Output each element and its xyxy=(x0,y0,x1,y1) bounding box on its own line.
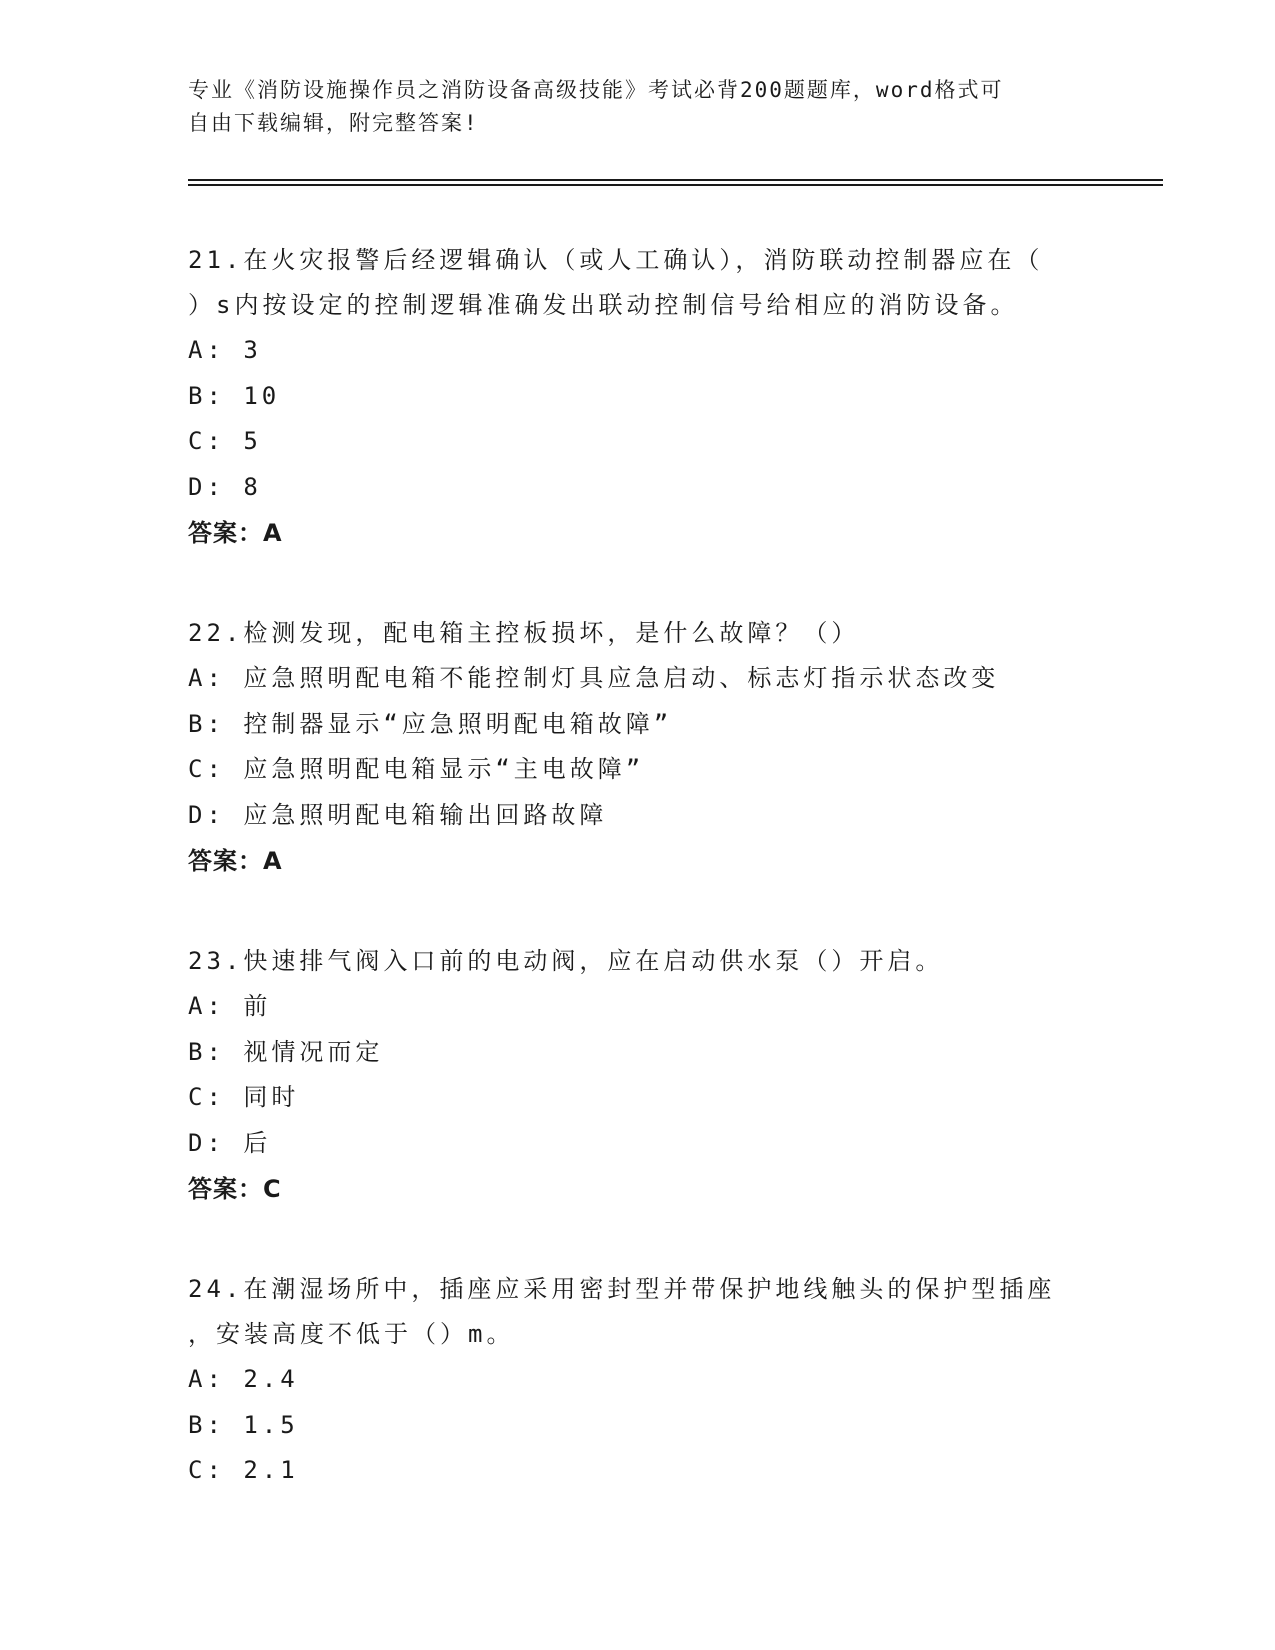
question-23 xyxy=(188,939,1088,1212)
header-line-2: 自由下载编辑，附完整答案! xyxy=(188,111,479,135)
option-a: A: 应急照明配电箱不能控制灯具应急启动、标志灯指示状态改变 xyxy=(188,664,1000,692)
answer-label: 答案：C xyxy=(188,1175,282,1203)
document-header xyxy=(188,74,1088,140)
option-a: A: 2.4 xyxy=(188,1365,299,1393)
header-line-1: 专业《消防设施操作员之消防设备高级技能》考试必背200题题库，word格式可 xyxy=(188,78,1004,102)
option-b: B: 10 xyxy=(188,381,281,410)
answer-label: 答案：A xyxy=(188,519,283,547)
question-24 xyxy=(188,1267,1088,1494)
question-22 xyxy=(188,611,1088,884)
option-a: A: 3 xyxy=(188,336,262,364)
option-b: B: 控制器显示“应急照明配电箱故障” xyxy=(188,709,673,738)
question-stem-line: ）s内按设定的控制逻辑准确发出联动控制信号给相应的消防设备。 xyxy=(188,291,1019,319)
question-21 xyxy=(188,238,1088,556)
option-c: C: 同时 xyxy=(188,1083,300,1111)
question-list xyxy=(188,238,1088,1549)
question-stem-line: 24.在潮湿场所中，插座应采用密封型并带保护地线触头的保护型插座 xyxy=(188,1275,1056,1303)
option-b: B: 视情况而定 xyxy=(188,1037,384,1066)
header-divider-bottom xyxy=(188,184,1163,186)
option-d: D: 应急照明配电箱输出回路故障 xyxy=(188,800,608,829)
question-stem-line: 22.检测发现，配电箱主控板损坏，是什么故障？（） xyxy=(188,619,860,647)
question-stem-line: 23.快速排气阀入口前的电动阀，应在启动供水泵（）开启。 xyxy=(188,947,944,975)
answer-label: 答案：A xyxy=(188,847,283,875)
option-d: D: 8 xyxy=(188,472,262,501)
option-c: C: 应急照明配电箱显示“主电故障” xyxy=(188,755,645,783)
option-d: D: 后 xyxy=(188,1128,272,1157)
option-c: C: 5 xyxy=(188,427,262,455)
question-stem-line: 21.在火灾报警后经逻辑确认（或人工确认），消防联动控制器应在（ xyxy=(188,246,1044,274)
header-divider-top xyxy=(188,179,1163,181)
option-b: B: 1.5 xyxy=(188,1410,299,1439)
option-c: C: 2.1 xyxy=(188,1456,299,1484)
option-a: A: 前 xyxy=(188,992,272,1020)
question-stem-line: ，安装高度不低于（）m。 xyxy=(188,1320,515,1348)
